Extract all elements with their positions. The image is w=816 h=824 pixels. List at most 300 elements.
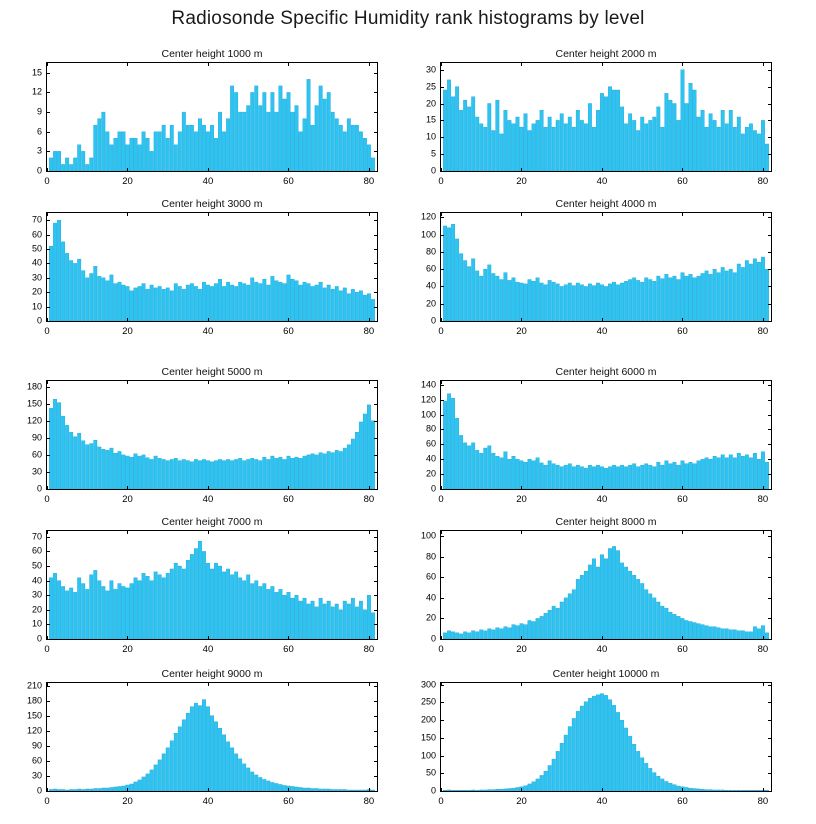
x-tick-mark bbox=[521, 636, 522, 640]
x-tick-label: 80 bbox=[363, 176, 375, 187]
y-tick-label: 180 bbox=[26, 695, 42, 706]
y-tick-mark bbox=[46, 263, 50, 264]
y-tick-mark-right bbox=[374, 472, 378, 473]
y-tick-mark-right bbox=[768, 252, 772, 253]
y-tick-label: 200 bbox=[420, 714, 436, 725]
x-tick-mark-top bbox=[47, 530, 48, 534]
y-tick-mark bbox=[440, 217, 444, 218]
y-tick-label: 0 bbox=[430, 785, 436, 796]
y-tick-label: 210 bbox=[26, 680, 42, 690]
y-tick-mark bbox=[440, 415, 444, 416]
y-tick-mark bbox=[440, 154, 444, 155]
x-tick-mark-top bbox=[288, 530, 289, 534]
y-axis-labels bbox=[402, 679, 436, 796]
y-tick-label: 60 bbox=[425, 263, 436, 274]
y-axis-labels bbox=[8, 380, 42, 494]
plot-area bbox=[31, 530, 378, 655]
x-tick-mark-top bbox=[208, 530, 209, 534]
y-tick-label: 25 bbox=[425, 81, 436, 92]
plot-area bbox=[31, 212, 378, 337]
x-tick-mark bbox=[763, 318, 764, 322]
y-tick-mark bbox=[440, 304, 444, 305]
x-tick-label: 40 bbox=[202, 644, 214, 655]
chart-panel bbox=[6, 668, 378, 814]
y-tick-mark-right bbox=[374, 92, 378, 93]
y-tick-label: 12 bbox=[31, 86, 42, 97]
x-tick-mark-top bbox=[441, 62, 442, 66]
x-tick-label: 20 bbox=[122, 494, 133, 505]
y-tick-mark bbox=[46, 595, 50, 596]
y-tick-mark bbox=[440, 557, 444, 558]
x-tick-mark bbox=[521, 788, 522, 792]
x-tick-mark bbox=[47, 168, 48, 172]
y-tick-label: 120 bbox=[420, 211, 436, 222]
y-tick-mark bbox=[46, 551, 50, 552]
y-tick-label: 20 bbox=[425, 98, 436, 108]
y-tick-mark bbox=[440, 137, 444, 138]
chart-title: Center height 7000 m bbox=[161, 516, 263, 528]
y-tick-label: 40 bbox=[425, 453, 436, 464]
y-axis-labels bbox=[402, 62, 436, 176]
y-tick-mark-right bbox=[374, 761, 378, 762]
x-axis-labels bbox=[440, 797, 772, 811]
y-tick-mark-right bbox=[374, 438, 378, 439]
chart-panel bbox=[400, 366, 772, 512]
x-tick-mark bbox=[602, 788, 603, 792]
y-tick-label: 120 bbox=[26, 725, 42, 736]
y-tick-label: 10 bbox=[31, 301, 42, 312]
x-axis-labels bbox=[46, 177, 378, 191]
y-tick-mark bbox=[440, 773, 444, 774]
x-tick-mark bbox=[208, 486, 209, 490]
y-tick-mark-right bbox=[768, 702, 772, 703]
plot-area bbox=[420, 379, 772, 505]
x-tick-mark-top bbox=[127, 62, 128, 66]
y-tick-mark-right bbox=[374, 151, 378, 152]
y-tick-mark-right bbox=[768, 304, 772, 305]
y-tick-label: 0 bbox=[36, 315, 42, 326]
y-tick-mark bbox=[46, 387, 50, 388]
x-axis-labels bbox=[440, 645, 772, 659]
x-tick-label: 20 bbox=[122, 644, 133, 655]
y-tick-label: 90 bbox=[31, 740, 42, 751]
y-tick-label: 0 bbox=[36, 633, 42, 644]
y-tick-label: 40 bbox=[425, 280, 436, 291]
x-tick-label: 80 bbox=[757, 176, 769, 187]
x-tick-label: 20 bbox=[516, 494, 527, 505]
y-tick-mark-right bbox=[768, 639, 772, 640]
x-axis-labels bbox=[46, 495, 378, 509]
y-tick-label: 60 bbox=[31, 545, 42, 556]
x-tick-mark-top bbox=[288, 682, 289, 686]
y-tick-mark bbox=[46, 404, 50, 405]
x-tick-mark-top bbox=[763, 682, 764, 686]
chart-title: Center height 4000 m bbox=[555, 198, 657, 210]
x-tick-mark-top bbox=[602, 682, 603, 686]
y-tick-mark bbox=[46, 292, 50, 293]
y-axis-labels bbox=[402, 379, 436, 494]
y-tick-mark-right bbox=[374, 249, 378, 250]
x-tick-label: 0 bbox=[438, 326, 444, 337]
x-axis-labels bbox=[440, 327, 772, 341]
y-tick-mark bbox=[440, 459, 444, 460]
histogram-bars bbox=[47, 531, 377, 639]
y-tick-mark bbox=[46, 220, 50, 221]
x-tick-mark bbox=[47, 486, 48, 490]
x-tick-label: 80 bbox=[363, 796, 375, 807]
x-tick-mark bbox=[763, 788, 764, 792]
y-tick-mark-right bbox=[768, 87, 772, 88]
y-tick-label: 150 bbox=[420, 732, 436, 743]
x-tick-label: 20 bbox=[122, 176, 133, 187]
x-tick-mark-top bbox=[288, 62, 289, 66]
y-tick-label: 30 bbox=[425, 64, 436, 75]
y-tick-mark bbox=[440, 598, 444, 599]
plot-area bbox=[420, 530, 772, 655]
y-tick-label: 70 bbox=[31, 531, 42, 542]
histogram-bars bbox=[441, 381, 771, 489]
x-tick-mark bbox=[47, 318, 48, 322]
x-tick-label: 40 bbox=[596, 494, 608, 505]
y-tick-mark bbox=[46, 421, 50, 422]
x-tick-label: 40 bbox=[596, 326, 608, 337]
y-tick-mark bbox=[46, 438, 50, 439]
x-tick-label: 20 bbox=[516, 326, 527, 337]
y-axis-labels bbox=[8, 62, 42, 176]
x-tick-mark-top bbox=[763, 530, 764, 534]
histogram-bars bbox=[47, 381, 377, 489]
y-tick-label: 10 bbox=[31, 618, 42, 629]
y-tick-mark-right bbox=[374, 624, 378, 625]
y-tick-label: 150 bbox=[26, 398, 42, 409]
y-tick-label: 10 bbox=[425, 131, 436, 142]
y-tick-label: 0 bbox=[36, 165, 42, 176]
histogram-bars bbox=[441, 213, 771, 321]
y-tick-label: 0 bbox=[430, 633, 436, 644]
y-tick-mark bbox=[46, 73, 50, 74]
x-tick-mark bbox=[288, 636, 289, 640]
x-tick-label: 60 bbox=[283, 644, 294, 655]
y-tick-mark-right bbox=[374, 686, 378, 687]
x-tick-label: 40 bbox=[596, 176, 608, 187]
chart-title: Center height 2000 m bbox=[555, 48, 657, 60]
x-tick-label: 40 bbox=[202, 796, 214, 807]
y-tick-mark bbox=[440, 269, 444, 270]
y-tick-mark-right bbox=[768, 385, 772, 386]
y-tick-mark-right bbox=[374, 404, 378, 405]
y-tick-mark bbox=[46, 581, 50, 582]
x-tick-mark bbox=[127, 788, 128, 792]
x-tick-mark bbox=[208, 318, 209, 322]
y-axis-labels bbox=[8, 212, 42, 326]
x-tick-mark-top bbox=[763, 212, 764, 216]
y-tick-label: 90 bbox=[31, 432, 42, 443]
y-tick-mark-right bbox=[768, 598, 772, 599]
x-tick-label: 0 bbox=[438, 644, 444, 655]
x-tick-mark-top bbox=[369, 212, 370, 216]
histogram-bars bbox=[47, 63, 377, 171]
y-tick-label: 15 bbox=[425, 114, 436, 125]
x-tick-mark-top bbox=[521, 682, 522, 686]
x-tick-mark-top bbox=[208, 212, 209, 216]
y-tick-mark-right bbox=[768, 756, 772, 757]
y-tick-mark-right bbox=[768, 577, 772, 578]
y-tick-label: 180 bbox=[26, 381, 42, 392]
y-tick-mark-right bbox=[768, 773, 772, 774]
y-tick-mark bbox=[46, 746, 50, 747]
y-tick-mark bbox=[440, 756, 444, 757]
y-tick-label: 30 bbox=[31, 272, 42, 283]
y-tick-mark bbox=[440, 104, 444, 105]
y-tick-mark-right bbox=[768, 557, 772, 558]
plot-area bbox=[31, 62, 378, 187]
y-tick-mark bbox=[46, 610, 50, 611]
y-tick-mark bbox=[440, 87, 444, 88]
x-tick-label: 40 bbox=[202, 326, 214, 337]
x-axis-labels bbox=[46, 645, 378, 659]
x-tick-mark bbox=[602, 636, 603, 640]
y-tick-mark bbox=[440, 536, 444, 537]
x-tick-mark-top bbox=[441, 380, 442, 384]
y-tick-label: 40 bbox=[425, 592, 436, 603]
x-tick-label: 20 bbox=[516, 176, 527, 187]
x-tick-mark bbox=[521, 168, 522, 172]
y-tick-mark-right bbox=[374, 292, 378, 293]
x-tick-mark-top bbox=[208, 682, 209, 686]
x-tick-mark-top bbox=[682, 62, 683, 66]
x-tick-mark bbox=[369, 486, 370, 490]
y-tick-mark-right bbox=[374, 387, 378, 388]
x-tick-label: 0 bbox=[44, 326, 50, 337]
x-tick-label: 60 bbox=[677, 494, 688, 505]
x-tick-mark-top bbox=[682, 530, 683, 534]
y-tick-mark bbox=[46, 92, 50, 93]
x-tick-label: 0 bbox=[44, 796, 50, 807]
y-tick-mark bbox=[440, 429, 444, 430]
y-tick-label: 60 bbox=[31, 755, 42, 766]
x-tick-mark bbox=[369, 318, 370, 322]
chart-title: Center height 9000 m bbox=[161, 668, 263, 680]
x-tick-mark bbox=[441, 486, 442, 490]
y-tick-label: 3 bbox=[36, 145, 42, 156]
y-tick-mark bbox=[46, 472, 50, 473]
y-tick-label: 80 bbox=[425, 551, 436, 562]
histogram-bars bbox=[441, 683, 771, 791]
y-tick-label: 300 bbox=[420, 679, 436, 690]
y-tick-mark-right bbox=[768, 738, 772, 739]
y-tick-mark-right bbox=[374, 581, 378, 582]
y-tick-mark bbox=[46, 151, 50, 152]
y-tick-mark-right bbox=[768, 120, 772, 121]
x-tick-mark-top bbox=[47, 62, 48, 66]
y-tick-mark-right bbox=[374, 716, 378, 717]
y-tick-label: 5 bbox=[430, 148, 436, 159]
x-tick-mark-top bbox=[763, 380, 764, 384]
x-tick-label: 60 bbox=[677, 644, 688, 655]
histogram-bars bbox=[441, 63, 771, 171]
y-tick-label: 140 bbox=[420, 379, 436, 390]
y-tick-mark-right bbox=[374, 489, 378, 490]
x-tick-mark bbox=[47, 636, 48, 640]
y-tick-label: 0 bbox=[430, 315, 436, 326]
y-tick-mark-right bbox=[768, 685, 772, 686]
y-tick-mark-right bbox=[374, 73, 378, 74]
y-tick-mark bbox=[440, 444, 444, 445]
x-axis-labels bbox=[440, 177, 772, 191]
plot-area bbox=[420, 211, 772, 337]
x-tick-label: 0 bbox=[438, 796, 444, 807]
x-tick-mark-top bbox=[208, 380, 209, 384]
x-tick-mark bbox=[682, 788, 683, 792]
y-tick-mark bbox=[46, 731, 50, 732]
x-tick-label: 20 bbox=[122, 796, 133, 807]
y-tick-mark bbox=[46, 132, 50, 133]
page-title: Radiosonde Specific Humidity rank histograms by level bbox=[171, 8, 645, 29]
y-tick-mark-right bbox=[374, 421, 378, 422]
x-tick-mark-top bbox=[288, 212, 289, 216]
y-axis-labels bbox=[8, 680, 42, 796]
y-tick-mark-right bbox=[374, 791, 378, 792]
y-tick-mark-right bbox=[374, 455, 378, 456]
y-tick-mark-right bbox=[374, 263, 378, 264]
chart-title: Center height 8000 m bbox=[555, 516, 657, 528]
x-tick-label: 80 bbox=[757, 326, 769, 337]
x-tick-mark bbox=[369, 636, 370, 640]
y-tick-label: 15 bbox=[31, 67, 42, 78]
x-tick-mark-top bbox=[288, 380, 289, 384]
x-tick-label: 0 bbox=[44, 644, 50, 655]
y-tick-mark-right bbox=[768, 444, 772, 445]
y-tick-mark-right bbox=[768, 171, 772, 172]
x-tick-label: 20 bbox=[516, 644, 527, 655]
y-tick-mark-right bbox=[374, 731, 378, 732]
y-tick-label: 6 bbox=[36, 126, 42, 137]
y-tick-label: 30 bbox=[31, 466, 42, 477]
x-tick-label: 40 bbox=[202, 494, 214, 505]
y-tick-mark bbox=[440, 400, 444, 401]
x-tick-mark-top bbox=[47, 380, 48, 384]
y-tick-label: 80 bbox=[425, 246, 436, 257]
x-tick-label: 80 bbox=[363, 494, 375, 505]
plot-area bbox=[26, 680, 378, 807]
y-tick-mark bbox=[440, 286, 444, 287]
x-tick-mark bbox=[208, 636, 209, 640]
x-tick-mark-top bbox=[208, 62, 209, 66]
y-tick-label: 60 bbox=[425, 571, 436, 582]
y-tick-mark-right bbox=[768, 415, 772, 416]
x-tick-mark-top bbox=[127, 380, 128, 384]
y-tick-label: 20 bbox=[31, 286, 42, 297]
y-tick-mark-right bbox=[374, 220, 378, 221]
x-axis-labels bbox=[440, 495, 772, 509]
y-tick-mark-right bbox=[768, 70, 772, 71]
x-tick-mark bbox=[288, 168, 289, 172]
y-tick-label: 0 bbox=[430, 165, 436, 176]
y-axis-labels bbox=[8, 530, 42, 644]
y-tick-mark-right bbox=[768, 474, 772, 475]
x-tick-label: 60 bbox=[283, 494, 294, 505]
y-tick-mark bbox=[440, 577, 444, 578]
y-tick-mark-right bbox=[374, 321, 378, 322]
x-tick-mark bbox=[682, 636, 683, 640]
x-tick-mark-top bbox=[369, 380, 370, 384]
y-tick-label: 50 bbox=[31, 243, 42, 254]
y-tick-mark-right bbox=[768, 217, 772, 218]
y-tick-mark bbox=[46, 307, 50, 308]
y-tick-mark-right bbox=[768, 720, 772, 721]
y-tick-mark bbox=[46, 716, 50, 717]
x-axis-labels bbox=[46, 797, 378, 811]
y-tick-label: 100 bbox=[420, 750, 436, 761]
x-tick-mark bbox=[127, 318, 128, 322]
y-tick-label: 60 bbox=[31, 449, 42, 460]
y-tick-mark-right bbox=[374, 610, 378, 611]
y-tick-mark bbox=[46, 624, 50, 625]
chart-panel bbox=[400, 198, 772, 344]
y-tick-mark-right bbox=[768, 137, 772, 138]
x-tick-label: 40 bbox=[596, 644, 608, 655]
x-tick-mark-top bbox=[521, 530, 522, 534]
chart-panel bbox=[400, 48, 772, 194]
x-tick-label: 80 bbox=[757, 796, 769, 807]
x-tick-label: 60 bbox=[677, 326, 688, 337]
y-tick-label: 60 bbox=[425, 438, 436, 449]
y-tick-mark bbox=[46, 566, 50, 567]
x-tick-mark-top bbox=[521, 212, 522, 216]
y-tick-mark-right bbox=[374, 746, 378, 747]
y-tick-mark-right bbox=[768, 269, 772, 270]
x-tick-mark bbox=[288, 318, 289, 322]
y-tick-label: 50 bbox=[425, 767, 436, 778]
x-tick-label: 80 bbox=[363, 326, 375, 337]
x-tick-mark bbox=[763, 486, 764, 490]
y-tick-mark bbox=[440, 738, 444, 739]
x-tick-mark bbox=[127, 168, 128, 172]
chart-panel bbox=[400, 668, 772, 814]
chart-panel bbox=[6, 516, 378, 662]
x-tick-mark bbox=[521, 486, 522, 490]
y-tick-mark-right bbox=[374, 595, 378, 596]
y-tick-mark bbox=[46, 537, 50, 538]
y-tick-mark bbox=[440, 235, 444, 236]
y-tick-label: 30 bbox=[31, 770, 42, 781]
x-tick-label: 80 bbox=[757, 644, 769, 655]
y-tick-mark bbox=[440, 474, 444, 475]
y-tick-label: 0 bbox=[36, 785, 42, 796]
chart-panel bbox=[400, 516, 772, 662]
chart-title: Center height 3000 m bbox=[161, 198, 263, 210]
y-tick-mark-right bbox=[374, 132, 378, 133]
x-tick-mark-top bbox=[369, 530, 370, 534]
chart-title: Center height 6000 m bbox=[555, 366, 657, 378]
y-tick-label: 50 bbox=[31, 560, 42, 571]
x-tick-mark bbox=[521, 318, 522, 322]
x-tick-mark bbox=[208, 168, 209, 172]
x-tick-label: 80 bbox=[757, 494, 769, 505]
y-tick-label: 120 bbox=[26, 415, 42, 426]
y-tick-label: 60 bbox=[31, 229, 42, 240]
y-tick-mark-right bbox=[374, 537, 378, 538]
x-tick-mark-top bbox=[682, 682, 683, 686]
x-tick-label: 0 bbox=[44, 176, 50, 187]
x-tick-mark-top bbox=[127, 530, 128, 534]
x-tick-mark bbox=[763, 168, 764, 172]
histogram-bars bbox=[47, 213, 377, 321]
y-tick-mark bbox=[440, 120, 444, 121]
x-tick-label: 0 bbox=[438, 494, 444, 505]
y-tick-mark bbox=[46, 701, 50, 702]
x-axis-labels bbox=[46, 327, 378, 341]
